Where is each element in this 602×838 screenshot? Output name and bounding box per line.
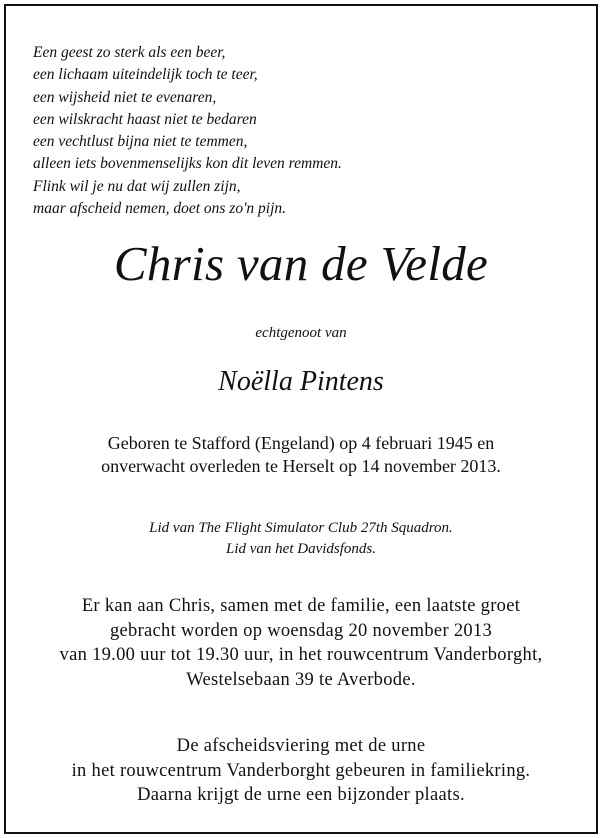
memberships	[6, 518, 596, 560]
ceremony-info	[6, 734, 596, 808]
spouse-name: Noëlla Pintens	[218, 366, 384, 397]
farewell-line: Er kan aan Chris, samen met de familie, een laatste groet	[81, 596, 521, 616]
farewell-line: gebracht worden op woensdag 20 november 2013	[109, 620, 493, 641]
membership-line: Lid van The Flight Simulator Club 27th Squadron.	[149, 520, 453, 536]
birth-line: Geboren te Stafford (Engeland) op 4 februari 1945 en	[107, 433, 495, 453]
death-line: onverwacht overleden te Herselt op 14 november 2013.	[101, 456, 501, 476]
farewell-info	[6, 594, 596, 692]
poem-line: een vechtlust bijna niet te temmen,	[33, 133, 248, 151]
ceremony-line: De afscheidsviering met de urne	[176, 736, 426, 756]
obituary-card	[4, 4, 598, 834]
ceremony-line: Daarna krijgt de urne een bijzonder plaats.	[137, 785, 465, 805]
poem-line: een wijsheid niet te evenaren,	[33, 88, 217, 106]
ceremony-line: in het rouwcentrum Vanderborght gebeuren in familiekring.	[71, 760, 531, 781]
membership-line: Lid van het Davidsfonds.	[226, 541, 376, 557]
poem-line: een lichaam uiteindelijk toch te teer,	[33, 66, 258, 84]
relation-text: echtgenoot van	[255, 325, 347, 341]
poem-line: een wilskracht haast niet te bedaren	[33, 110, 257, 128]
deceased-name: Chris van de Velde	[113, 236, 489, 291]
farewell-line: van 19.00 uur tot 19.30 uur, in het rouwcentrum Vanderborght,	[59, 645, 543, 665]
birth-death-info	[6, 432, 596, 478]
poem-line: maar afscheid nemen, doet ons zo'n pijn.	[33, 200, 287, 218]
poem-line: alleen iets bovenmenselijks kon dit leven remmen.	[33, 155, 342, 173]
poem	[33, 42, 342, 220]
poem-line: Een geest zo sterk als een beer,	[33, 44, 226, 61]
poem-line: Flink wil je nu dat wij zullen zijn,	[33, 177, 241, 195]
farewell-line: Westelsebaan 39 te Averbode.	[186, 669, 416, 690]
